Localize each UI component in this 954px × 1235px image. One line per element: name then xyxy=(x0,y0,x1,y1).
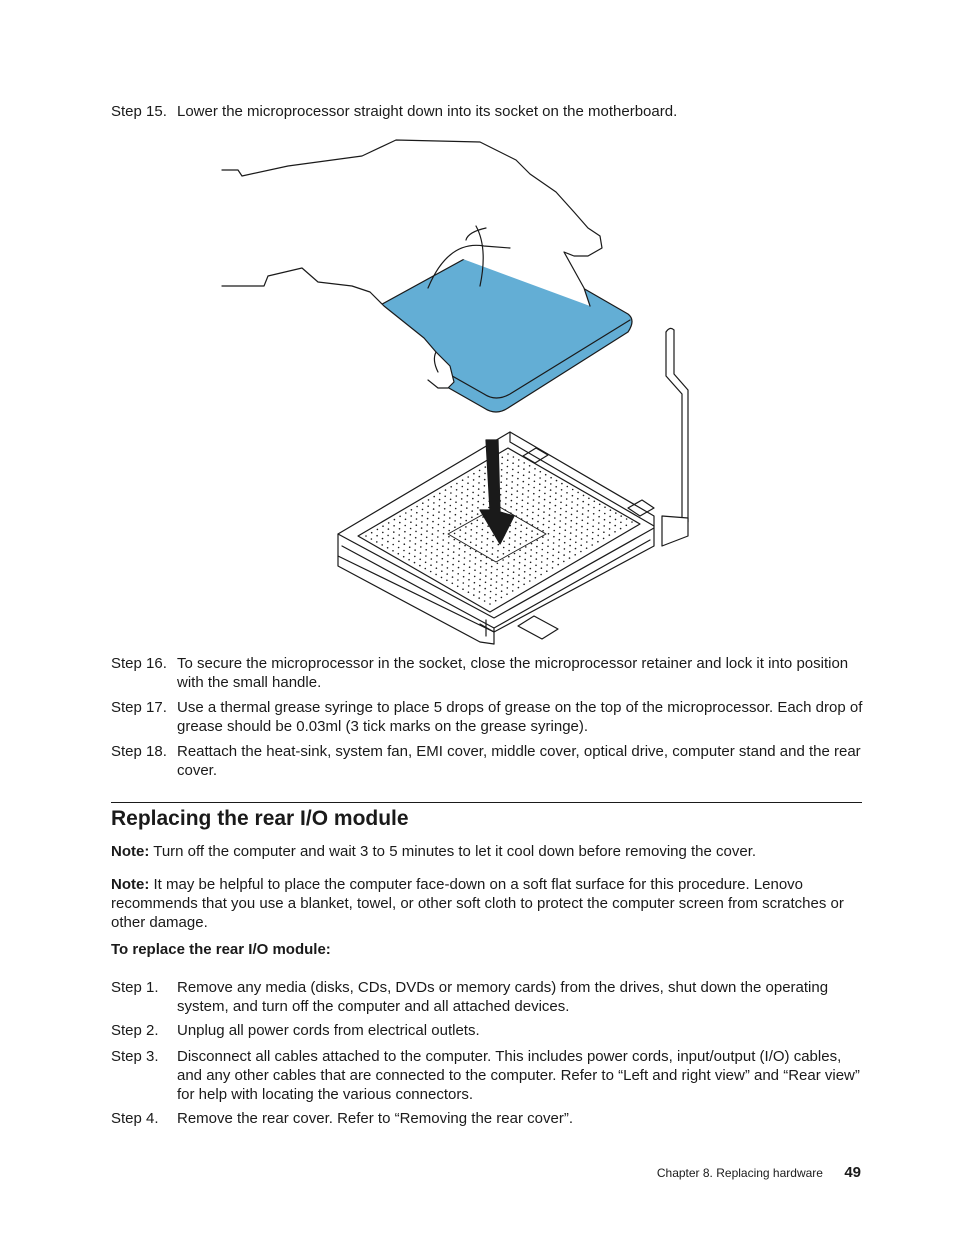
page-number: 49 xyxy=(844,1164,861,1181)
procedure-title: To replace the rear I/O module: xyxy=(111,941,331,958)
cpu-install-illustration xyxy=(218,136,696,648)
step-number: Step 1. xyxy=(111,979,159,996)
step-number: Step 2. xyxy=(111,1022,159,1039)
chapter-label: Chapter 8. Replacing hardware xyxy=(656,1166,823,1180)
step-text: To secure the microprocessor in the socket, close the microprocessor retainer and lock it into position with the small handle. xyxy=(177,655,849,691)
step-text: Lower the microprocessor straight down into its socket on the motherboard. xyxy=(177,103,678,120)
step-text: Disconnect all cables attached to the computer. This includes power cords, input/output (I/O) cables, and any other cables that are connected to the computer. Refer to “Left and right view” and “Rear view” for help with locating the various connectors. xyxy=(177,1048,860,1103)
step-text: Remove any media (disks, CDs, DVDs or memory cards) from the drives, shut down the operating system, and turn off the computer and all attached devices. xyxy=(177,979,829,1015)
section-divider xyxy=(111,802,862,803)
step-16 xyxy=(111,654,863,692)
step-1 xyxy=(111,978,863,1016)
step-text: Use a thermal grease syringe to place 5 drops of grease on the top of the microprocessor. Each drop of grease should be 0.03ml (3 tick marks on the grease syringe). xyxy=(177,699,863,735)
step-number: Step 15. xyxy=(111,103,167,120)
step-number: Step 18. xyxy=(111,743,167,760)
step-number: Step 3. xyxy=(111,1048,159,1065)
section-title: Replacing the rear I/O module xyxy=(111,807,409,830)
step-4 xyxy=(111,1109,863,1128)
page-footer xyxy=(657,1163,861,1183)
note-label: Note: xyxy=(111,843,150,860)
step-2 xyxy=(111,1021,863,1040)
step-text: Reattach the heat-sink, system fan, EMI cover, middle cover, optical drive, computer stand and the rear cover. xyxy=(177,743,861,779)
note-1 xyxy=(111,842,863,861)
step-number: Step 16. xyxy=(111,655,167,672)
step-15 xyxy=(111,102,863,121)
note-text: It may be helpful to place the computer face-down on a soft flat surface for this procedure. Lenovo recommends that you use a blanket, towel, or other soft cloth to protect the computer screen from scratches or other damage. xyxy=(111,876,844,931)
note-text: Turn off the computer and wait 3 to 5 minutes to let it cool down before removing the cover. xyxy=(149,843,757,860)
step-text: Remove the rear cover. Refer to “Removing the rear cover”. xyxy=(177,1110,573,1127)
step-18 xyxy=(111,742,863,780)
step-text: Unplug all power cords from electrical outlets. xyxy=(177,1022,480,1039)
socket-lever xyxy=(662,328,688,546)
note-label: Note: xyxy=(111,876,150,893)
note-2 xyxy=(111,875,863,932)
step-17 xyxy=(111,698,863,736)
step-number: Step 4. xyxy=(111,1110,159,1127)
step-3 xyxy=(111,1047,863,1104)
step-number: Step 17. xyxy=(111,699,167,716)
